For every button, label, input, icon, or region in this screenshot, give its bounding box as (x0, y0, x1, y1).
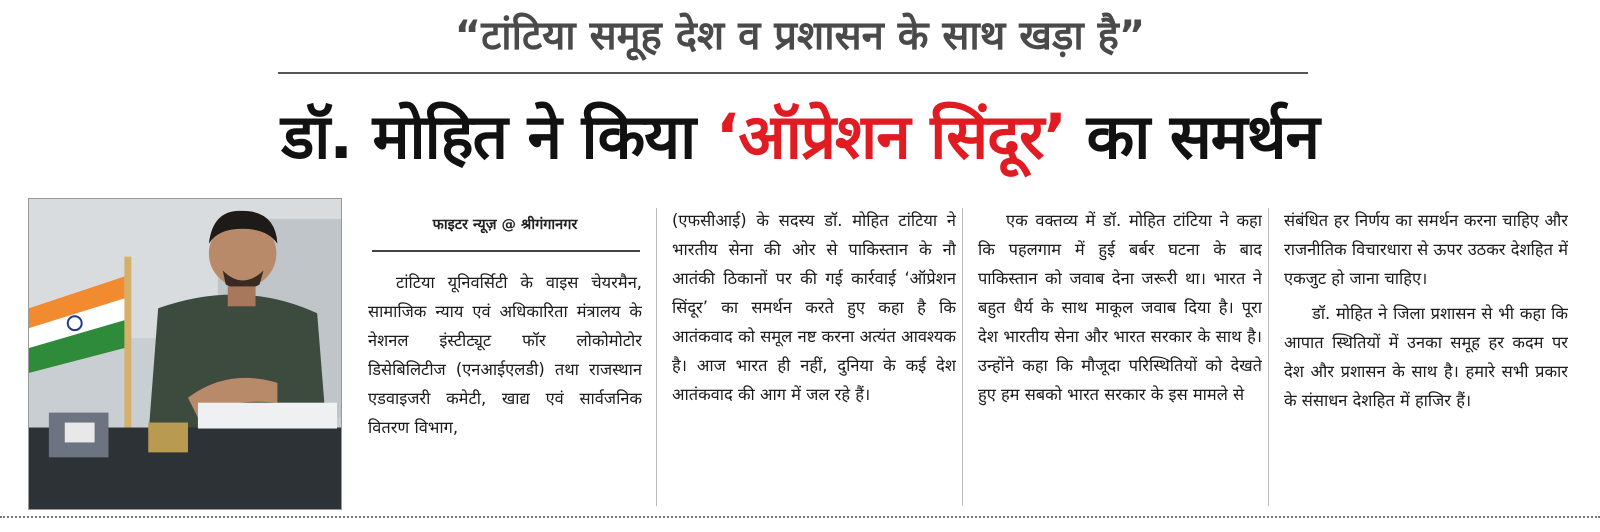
column-divider (1268, 208, 1269, 506)
article-column-2 (672, 206, 956, 506)
kicker-divider (278, 72, 1308, 74)
column-4-paragraph-2: डॉ. मोहित ने जिला प्रशासन से भी कहा कि आपात स्थितियों में उनका समूह हर कदम पर देश और प्रशासन के साथ है। हमारे सभी प्रकार के संसाधन देशहित में हाजिर हैं। (1284, 304, 1568, 410)
column-4-paragraph-1: संबंधित हर निर्णय का समर्थन करना चाहिए और राजनीतिक विचारधारा से ऊपर उठकर देशहित में एकजुट हो जाना चाहिए। (1284, 211, 1568, 288)
byline-divider (372, 250, 640, 252)
headline-part-2: का समर्थन (1066, 100, 1319, 173)
headline-highlight: ‘ऑप्रेशन सिंदूर’ (715, 100, 1067, 173)
headline (0, 82, 1600, 192)
column-1-paragraph: टांटिया यूनिवर्सिटी के वाइस चेयरमैन, सामाजिक न्याय एवं अधिकारिता मंत्रालय के नेशनल इंस्टीट्यूट फॉर लोकोमोटोर डिसेबिलिटीज (एनआईएलडी) तथा राजस्थान एडवाइजरी कमेटी, खाद्य एवं सार्वजनिक वितरण विभाग, (368, 273, 642, 437)
byline: फाइटर न्यूज़ @ श्रीगंगानगर (432, 217, 578, 233)
column-2-paragraph: (एफसीआई) के सदस्य डॉ. मोहित टांटिया ने भारतीय सेना की ओर से पाकिस्तान के नौ आतंकी ठिकानों पर की गई कार्रवाई ‘ऑप्रेशन सिंदूर’ का समर्थन करते हुए कहा है कि आतंकवाद को समूल नष्ट करना अत्यंत आवश्यक है। आज भारत ही नहीं, दुनिया के कई देश आतंकवाद की आग में जल रहे हैं। (672, 211, 956, 404)
column-divider (656, 208, 657, 506)
article-column-1 (368, 268, 642, 512)
article-column-4 (1284, 206, 1568, 506)
article-photo (28, 198, 342, 510)
kicker-quote: “टांटिया समूह देश व प्रशासन के साथ खड़ा है” (454, 13, 1146, 59)
article-column-3 (978, 206, 1262, 506)
column-divider (962, 208, 963, 506)
headline-part-1: डॉ. मोहित ने किया (281, 100, 716, 173)
person-at-desk-image (29, 199, 341, 509)
bottom-dotted-divider (0, 516, 1600, 518)
column-3-paragraph: एक वक्तव्य में डॉ. मोहित टांटिया ने कहा कि पहलगाम में हुई बर्बर घटना के बाद पाकिस्तान को जवाब देना जरूरी था। भारत ने बहुत धैर्य के साथ माकूल जवाब दिया है। पूरा देश भारतीय सेना और भारत सरकार के साथ है। उन्होंने कहा कि मौजूदा परिस्थितियों को देखते हुए हम सबको भारत सरकार के इस मामले से (978, 211, 1262, 404)
